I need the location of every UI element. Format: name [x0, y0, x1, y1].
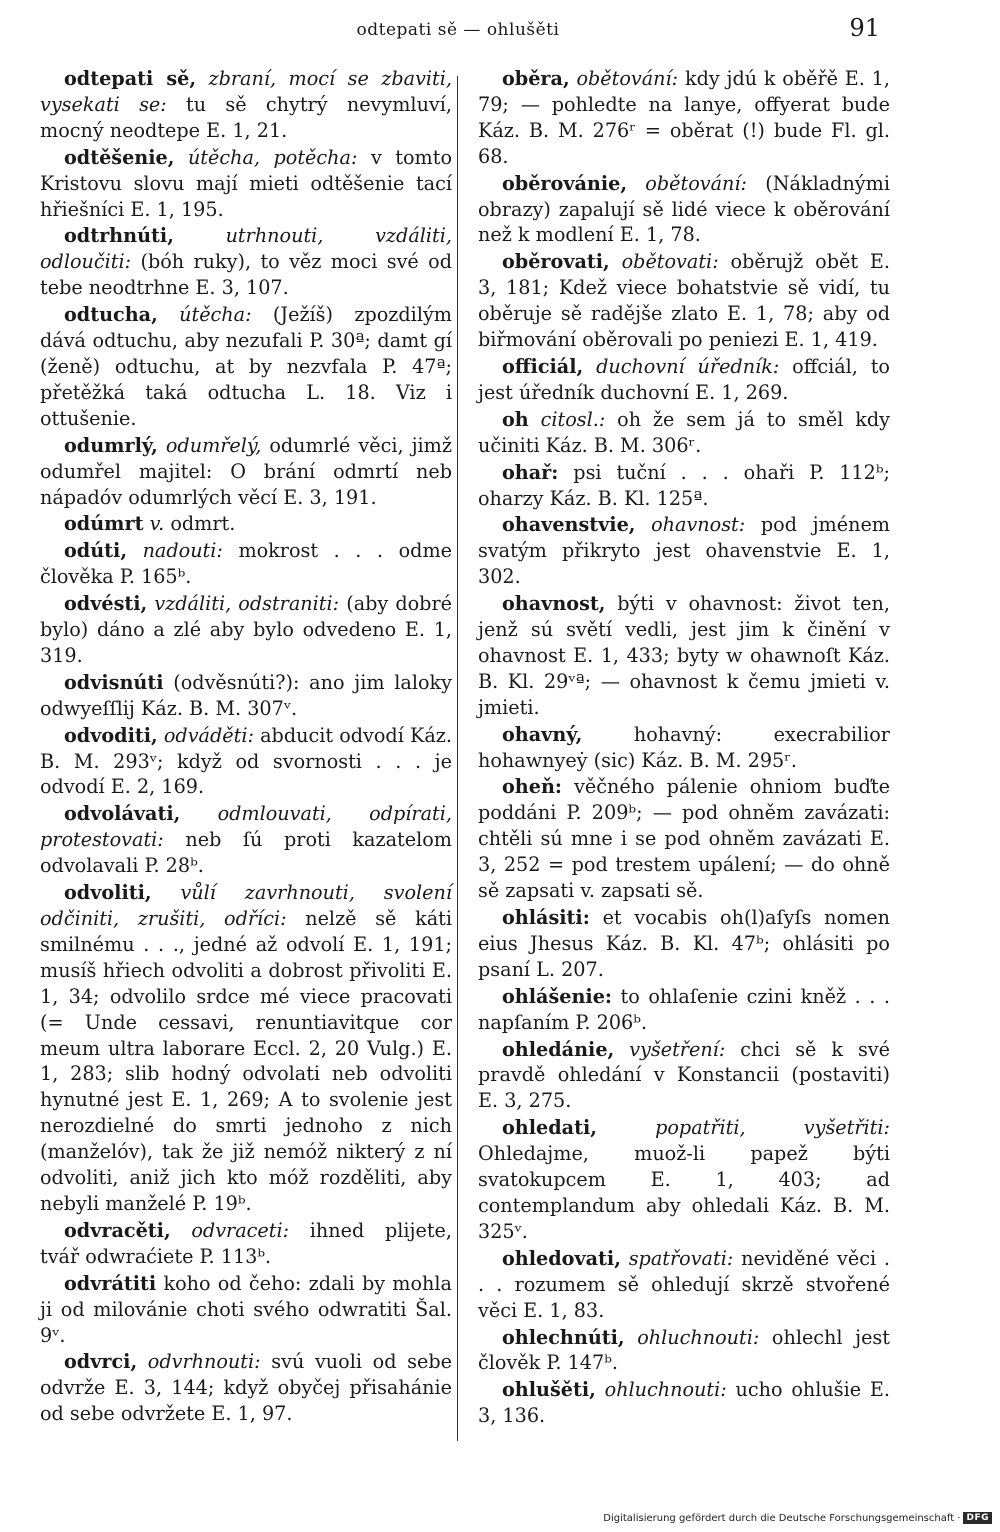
- gloss: citosl.:: [540, 407, 606, 431]
- headword: odvrci,: [64, 1350, 138, 1374]
- gloss: duchovní úředník:: [596, 354, 780, 378]
- headword: ohavenstvie,: [502, 513, 636, 537]
- dictionary-entry: [40, 302, 452, 432]
- dictionary-entry: [478, 591, 890, 721]
- running-title: odtepati sě — ohlušěti: [356, 20, 560, 40]
- entry-text: nelzě sě káti smilnému . . ., jedné až odvolí E. 1, 191; musíš hřiech odvoliti a dobrost přivoliti E. 1, 34; odvolilo srdce mé viece pracovati (= Unde cessavi, renuntiavitque cor meum ultra laborare Eccl. 2, 20 Vulg.) E. 1, 283; slib hodný odvolati neb odvoliti hynutné jest E. 1, 269; A to svolenie jest nerozdielné do smrti jednoho z nich (manželóv), tak že již nemóž nikterý z ní odvoliti, aniž jich kto móž rozděliti, aby nebyli manželé P. 19ᵇ.: [40, 907, 452, 1215]
- dictionary-entry: [40, 723, 452, 801]
- gloss: vyšetření:: [629, 1037, 726, 1061]
- headword: oheň:: [502, 775, 562, 799]
- headword: oběrovánie,: [502, 171, 628, 195]
- entry-text: to ohlaſenie czini kněž . . . napſaním P. 206ᵇ.: [478, 984, 890, 1034]
- dictionary-entry: [40, 223, 452, 301]
- headword: ohlechnúti,: [502, 1325, 625, 1349]
- entry-text: kdy jdú k oběřě E. 1, 79; — pohledte na lanye, offyerat bude Káz. B. M. 276ʳ = oběrat (!) bude Fl. gl. 68.: [478, 67, 890, 168]
- entry-text: neviděné věci . . . rozumem sě ohledují skrzě stvořené věci E. 1, 83.: [478, 1246, 890, 1322]
- gloss: odvraceti:: [191, 1218, 290, 1242]
- dictionary-entry: [40, 880, 452, 1217]
- dictionary-entry: [478, 905, 890, 983]
- dictionary-entry: [40, 433, 452, 511]
- dictionary-entry: [40, 1349, 452, 1427]
- dfg-logo: DFG: [963, 1512, 992, 1524]
- entry-text: koho od čeho: zdali by mohla ji od milovánie choti svého odwratiti Šal. 9ᵛ.: [40, 1271, 452, 1347]
- headword: odvolávati,: [64, 802, 181, 826]
- headword: odtěšenie,: [64, 145, 175, 169]
- entry-text: věčného pálenie ohniom buďte poddáni P. 209ᵇ; — pod ohněm zavázati: chtěli sú mne i se pod ohněm zavázati E. 3, 252 = pod trestem upálení; — do ohně sě zapsati v. zapsati sě.: [478, 775, 890, 903]
- headword: ohlásiti:: [502, 906, 590, 929]
- dictionary-entry: [478, 512, 890, 590]
- headword: ohař:: [502, 460, 559, 484]
- entry-text: offciál, to jest úředník duchovní E. 1, 269.: [478, 354, 890, 404]
- dictionary-entry: [478, 354, 890, 406]
- entry-text: (odvěsnúti?): ano jim laloky odwyeſſlij Káz. B. M. 307ᵛ.: [40, 670, 452, 720]
- entry-text: (bóh ruky), to věz moci své od tebe neodtrhne E. 3, 107.: [40, 250, 452, 300]
- left-column: [40, 66, 452, 1428]
- dictionary-entry: [478, 1115, 890, 1245]
- dictionary-entry: [40, 66, 452, 144]
- gloss: utrhnouti, vzdáliti, odloučiti:: [40, 224, 452, 274]
- entry-text: psi tuční . . . ohaři P. 112ᵇ; oharzy Káz. B. Kl. 125ª.: [478, 460, 890, 510]
- entry-text: oh že sem já to směl kdy učiniti Káz. B. M. 306ʳ.: [478, 407, 890, 457]
- column-divider: [457, 76, 458, 1441]
- digitization-credit: [603, 1512, 992, 1524]
- dictionary-entry: [478, 66, 890, 170]
- dictionary-entry: [478, 460, 890, 512]
- headword: ohledovati,: [502, 1246, 621, 1270]
- dictionary-entry: [478, 1037, 890, 1115]
- headword: ohlášenie:: [502, 984, 613, 1008]
- entry-text: (aby dobré bylo) dáno a zlé aby bylo odvedeno E. 1, 319.: [40, 592, 452, 667]
- headword: officiál,: [502, 354, 584, 378]
- headword: odvisnúti: [64, 670, 164, 694]
- headword: odtepati sě,: [64, 67, 197, 90]
- dictionary-entry: [478, 774, 890, 904]
- headword: ohledati,: [502, 1116, 597, 1140]
- dictionary-entry: [40, 591, 452, 669]
- entry-text: abducit odvodí Káz. B. M. 293ᵛ; když od svornosti . . . je odvodí E. 2, 169.: [40, 723, 452, 799]
- gloss: ohluchnouti:: [637, 1325, 760, 1349]
- entry-text: et vocabis oh(l)aſyſs nomen eius Jhesus Káz. B. Kl. 47ᵇ; ohlásiti po psaní L. 207.: [478, 906, 890, 981]
- dictionary-entry: [40, 1271, 452, 1349]
- entry-text: oběrujž obět E. 3, 181; Kdež viece bohatstvie sě vidí, tu oběruje sě radějše zlato E. 1, 78; aby od biřmování oběrovali po peniezi E. 1, 419.: [478, 250, 890, 352]
- gloss: ohluchnouti:: [604, 1378, 727, 1402]
- entry-text: ohlechl jest člověk P. 147ᵇ.: [478, 1325, 890, 1375]
- gloss: spatřovati:: [628, 1246, 734, 1270]
- page-number: 91: [849, 14, 880, 42]
- gloss: odvrhnouti:: [147, 1350, 261, 1374]
- dictionary-entry: [478, 984, 890, 1036]
- dictionary-entry: [40, 538, 452, 590]
- entry-text: svú vuoli od sebe odvrže E. 3, 144; když obyčej přisahánie od sebe odvržete E. 1, 97.: [40, 1350, 452, 1426]
- headword: ohledánie,: [502, 1037, 615, 1061]
- headword: odúmrt: [64, 512, 144, 536]
- headword: odvracěti,: [64, 1218, 171, 1242]
- dictionary-entry: [478, 407, 890, 459]
- dictionary-entry: [40, 670, 452, 722]
- headword: odvrátiti: [64, 1271, 157, 1295]
- entry-text: ihned plijete, tvář odwraćiete P. 113ᵇ.: [40, 1218, 452, 1268]
- entry-text: neb ſú proti kazatelom odvolavali P. 28ᵇ.: [40, 828, 452, 878]
- gloss: obětování:: [576, 67, 679, 90]
- gloss: ohavnost:: [651, 513, 746, 537]
- entry-text: býti v ohavnost: život ten, jenž sú světí vedli, jest jim k činění v ohavnost E. 1, 433; byty w ohawnoſt Káz. B. Kl. 29ᵛª; — ohavnost k čemu jmieti v. jmieti.: [478, 592, 890, 719]
- credit-text: Digitalisierung gefördert durch die Deutsche Forschungsgemeinschaft ·: [603, 1512, 961, 1524]
- gloss: odváděti:: [163, 723, 254, 747]
- headword: odúti,: [64, 539, 127, 563]
- dictionary-entry: [478, 171, 890, 249]
- entry-text: v tomto Kristovu slovu mají mieti odtěšenie tací hřiešníci E. 1, 195.: [40, 145, 452, 221]
- entry-text: odumrlé věci, jimž odumřel majitel: O brání odmrtí neb nápadóv odumrlých věcí E. 3, 191.: [40, 433, 452, 509]
- entry-text: tu sě chytrý nevymluví, mocný neodtepe E. 1, 21.: [40, 92, 452, 142]
- entry-text: Ohledajme, muož-li papež býti svatokupcem E. 1, 403; ad contemplandum aby ohledali Káz. B. M. 325ᵛ.: [478, 1142, 890, 1243]
- dictionary-entry: [478, 1246, 890, 1324]
- gloss: obětování:: [645, 171, 747, 195]
- headword: odtrhnúti,: [64, 224, 174, 248]
- entry-text: pod jménem svatým přikryto jest ohavenstvie E. 1, 302.: [478, 513, 890, 589]
- headword: oh: [502, 407, 529, 431]
- gloss: obětovati:: [621, 250, 719, 274]
- entry-text: odmrt.: [170, 512, 236, 536]
- dictionary-entry: [478, 1325, 890, 1377]
- entry-text: (Ježíš) zpozdilým dává odtuchu, aby nezufali P. 30ª; damt gí (ženě) odtuchu, at by nezvfala P. 47ª; přetěžká taká odtucha L. 18. Viz i ottušenie.: [40, 303, 452, 430]
- entry-text: chci sě k své pravdě ohledání v Konstancii (postaviti) E. 3, 275.: [478, 1037, 890, 1113]
- headword: oběrovati,: [502, 250, 610, 274]
- running-head: [0, 14, 1000, 50]
- gloss: útěcha:: [179, 303, 252, 327]
- entry-text: ucho ohlušie E. 3, 136.: [478, 1378, 890, 1428]
- headword: odvésti,: [64, 592, 148, 616]
- headword: odvoliti,: [64, 881, 152, 905]
- right-column: [478, 66, 890, 1430]
- entry-text: mokrost . . . odme člověka P. 165ᵇ.: [40, 539, 452, 589]
- dictionary-entry: [478, 722, 890, 774]
- dictionary-entry: [40, 511, 452, 537]
- dictionary-entry: [478, 249, 890, 353]
- dictionary-entry: [40, 801, 452, 879]
- gloss: útěcha, potěcha:: [187, 145, 358, 169]
- headword: odtucha,: [64, 303, 158, 327]
- entry-text: hohavný: execrabilior hohawnyeẏ (sic) Káz. B. M. 295ʳ.: [478, 722, 890, 772]
- gloss: odmlouvati, odpírati, protestovati:: [40, 802, 452, 852]
- gloss: odumřelý,: [165, 433, 262, 457]
- headword: oběra,: [502, 67, 570, 90]
- entry-text: (Nákladnými obrazy) zapalují sě lidé viece k oběrování než k modlení E. 1, 78.: [478, 171, 890, 247]
- gloss: v.: [149, 512, 165, 536]
- headword: ohlušěti,: [502, 1378, 596, 1402]
- dictionary-entry: [478, 1377, 890, 1429]
- headword: ohavný,: [502, 722, 583, 746]
- gloss: vzdáliti, odstraniti:: [154, 592, 340, 616]
- gloss: zbraní, mocí se zbaviti, vysekati se:: [40, 67, 452, 116]
- dictionary-entry: [40, 1218, 452, 1270]
- headword: odvoditi,: [64, 723, 158, 747]
- headword: ohavnost,: [502, 592, 606, 616]
- headword: odumrlý,: [64, 433, 158, 457]
- gloss: nadouti:: [142, 539, 223, 563]
- gloss: vůlí zavrhnouti, svolení odčiniti, zrušiti, odříci:: [40, 881, 452, 930]
- dictionary-entry: [40, 145, 452, 223]
- gloss: popatřiti, vyšetřiti:: [655, 1116, 890, 1140]
